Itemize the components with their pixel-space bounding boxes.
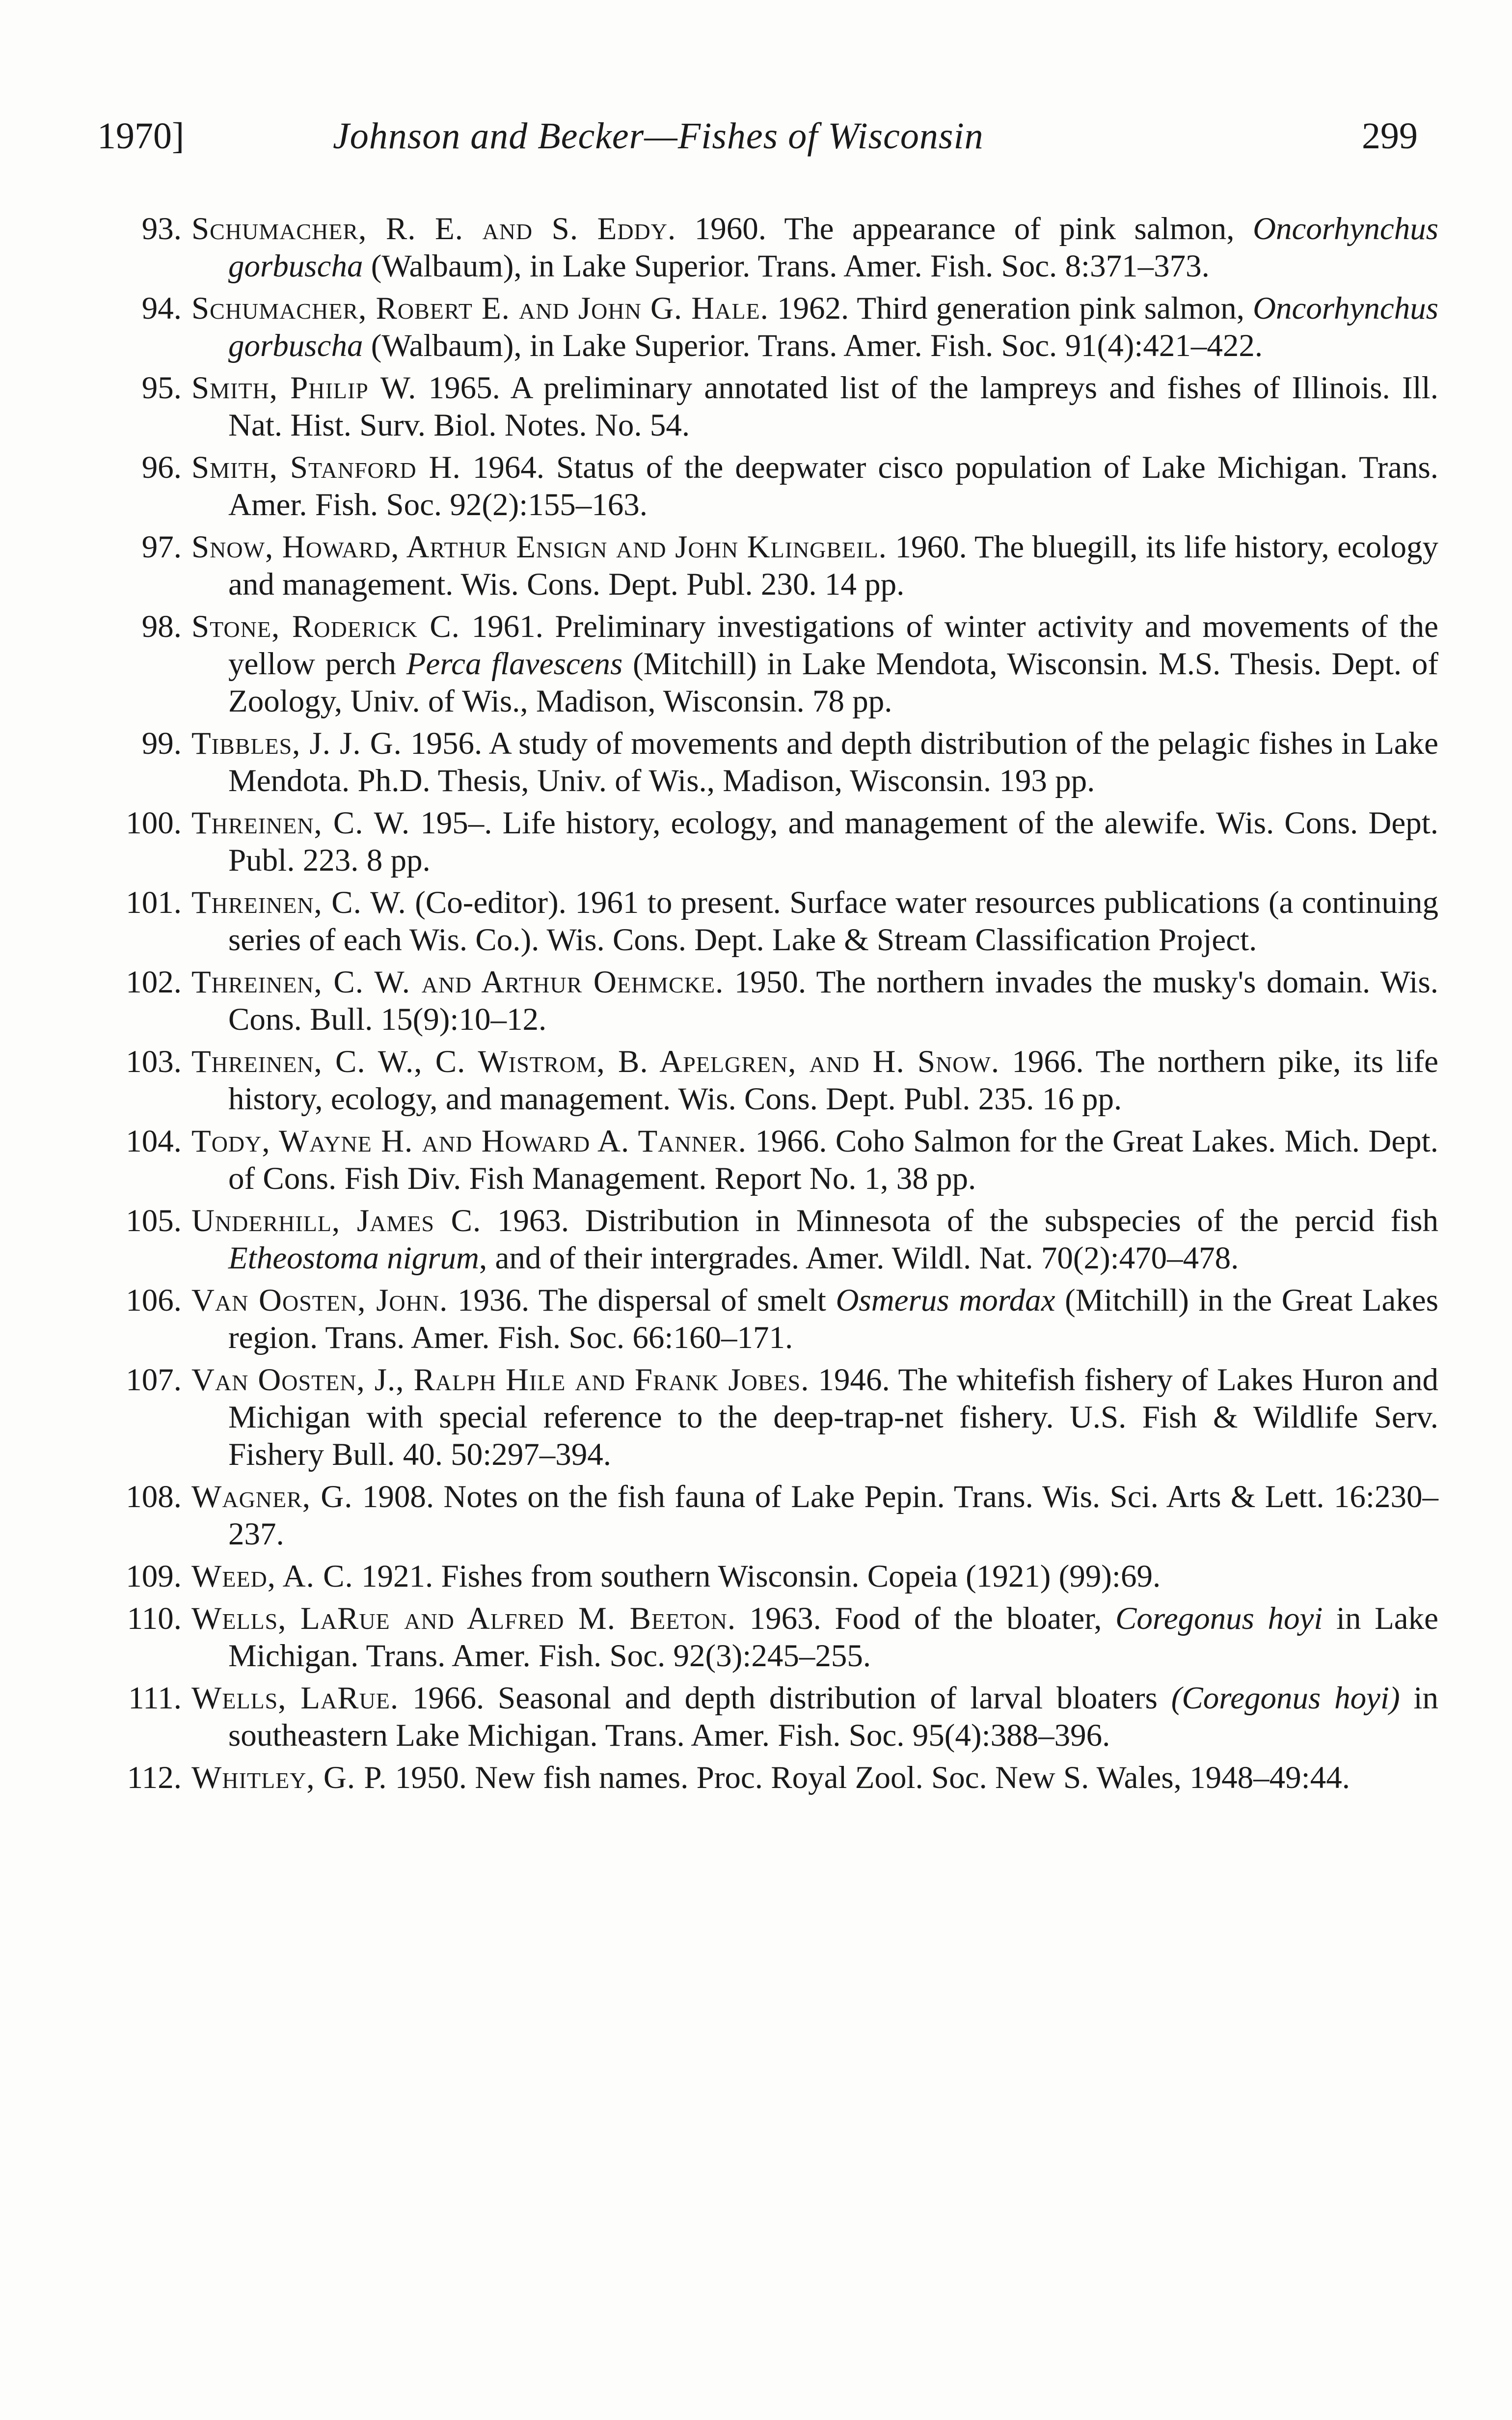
reference-list xyxy=(0,210,1512,1801)
reference-taxon: Osmerus mordax xyxy=(836,1283,1055,1318)
reference-item xyxy=(0,210,1512,285)
reference-text xyxy=(191,369,1438,444)
reference-authors: Wells, LaRue and Alfred M. Beeton. xyxy=(191,1601,736,1636)
reference-text xyxy=(191,1679,1439,1754)
reference-taxon: Etheostoma nigrum xyxy=(228,1240,479,1276)
reference-authors: Underhill, James C. xyxy=(191,1203,482,1238)
reference-item xyxy=(0,804,1512,879)
reference-authors: Tody, Wayne H. and Howard A. Tanner. xyxy=(191,1124,747,1159)
reference-text xyxy=(191,1600,1438,1675)
reference-number: 95. xyxy=(141,370,182,406)
reference-authors: Threinen, C. W. xyxy=(191,885,406,920)
reference-citation-end: (Walbaum), in Lake Superior. Trans. Amer. Fish. Soc. 91(4):421–422. xyxy=(363,328,1263,363)
reference-citation-end: in southeastern Lake Michigan. Trans. Amer. Fish. Soc. 95(4):388–396. xyxy=(228,1680,1439,1753)
reference-authors: Threinen, C. W., C. Wistrom, B. Apelgren, and H. Snow. xyxy=(191,1044,1000,1079)
reference-item xyxy=(0,884,1512,959)
reference-number: 111. xyxy=(128,1680,182,1716)
reference-authors: Van Oosten, John. xyxy=(191,1283,448,1318)
running-head xyxy=(97,109,1423,163)
reference-item xyxy=(0,1679,1512,1754)
reference-citation: 1950. The northern invades the musky's domain. Wis. Cons. Bull. 15(9):10–12. xyxy=(228,964,1438,1037)
reference-item xyxy=(0,1600,1512,1675)
reference-number: 102. xyxy=(126,964,182,1000)
reference-citation: 1965. A preliminary annotated list of the lampreys and fishes of Illinois. Ill. Nat. Hist. Surv. Biol. Notes. No. 54. xyxy=(228,370,1438,443)
reference-taxon: Perca flavescens xyxy=(406,646,623,682)
reference-citation: 1961. Preliminary investigations of winter activity and movements of the yellow perch xyxy=(228,609,1438,682)
reference-authors: Schumacher, R. E. and S. Eddy. xyxy=(191,211,676,247)
reference-citation: 1956. A study of movements and depth distribution of the pelagic fishes in Lake Mendota. Ph.D. Thesis, Univ. of Wis., Madison, Wisconsin. 193 pp. xyxy=(228,726,1438,798)
reference-number: 100. xyxy=(126,805,182,841)
page-number: 299 xyxy=(1362,115,1418,157)
reference-item xyxy=(0,1282,1512,1356)
header-year: 1970] xyxy=(97,115,185,157)
reference-number: 105. xyxy=(126,1203,182,1238)
reference-item xyxy=(0,449,1512,523)
reference-item xyxy=(0,290,1512,364)
reference-item xyxy=(0,1759,1512,1796)
header-title: Johnson and Becker—Fishes of Wisconsin xyxy=(333,115,984,157)
reference-citation: 1950. New fish names. Proc. Royal Zool. Soc. New S. Wales, 1948–49:44. xyxy=(387,1760,1350,1795)
reference-number: 98. xyxy=(141,609,182,644)
reference-number: 112. xyxy=(127,1760,182,1795)
reference-text xyxy=(191,804,1438,879)
reference-text xyxy=(191,1478,1438,1553)
reference-item xyxy=(0,528,1512,603)
reference-number: 93. xyxy=(141,211,182,247)
reference-item xyxy=(0,963,1512,1038)
reference-authors: Snow, Howard, Arthur Ensign and John Klingbeil. xyxy=(191,529,887,565)
reference-text xyxy=(191,449,1438,523)
reference-citation: 1960. The appearance of pink salmon, xyxy=(676,211,1253,247)
reference-text xyxy=(191,884,1438,959)
reference-citation: 1966. The northern pike, its life history, ecology, and management. Wis. Cons. Dept. Publ. 235. 16 pp. xyxy=(228,1044,1438,1117)
reference-authors: Smith, Stanford H. xyxy=(191,450,461,485)
reference-item xyxy=(0,1558,1512,1595)
reference-item xyxy=(0,608,1512,720)
reference-item xyxy=(0,369,1512,444)
reference-authors: Van Oosten, J., Ralph Hile and Frank Jobes. xyxy=(191,1362,810,1398)
reference-text xyxy=(191,1759,1438,1796)
reference-citation: 1960. The bluegill, its life history, ecology and management. Wis. Cons. Dept. Publ. 230. 14 pp. xyxy=(228,529,1438,602)
reference-text xyxy=(191,725,1438,799)
reference-taxon: Coregonus hoyi xyxy=(1115,1601,1323,1636)
reference-item xyxy=(0,1123,1512,1197)
reference-citation-end: (Mitchill) in Lake Mendota, Wisconsin. M.S. Thesis. Dept. of Zoology, Univ. of Wis., Madison, Wisconsin. 78 pp. xyxy=(228,646,1438,719)
reference-taxon: (Coregonus hoyi) xyxy=(1171,1680,1400,1716)
reference-citation-end: (Walbaum), in Lake Superior. Trans. Amer. Fish. Soc. 8:371–373. xyxy=(363,248,1210,284)
reference-citation: 1966. Seasonal and depth distribution of larval bloaters xyxy=(399,1680,1171,1716)
reference-authors: Wells, LaRue. xyxy=(191,1680,399,1716)
reference-number: 99. xyxy=(141,726,182,761)
reference-number: 97. xyxy=(141,529,182,565)
reference-authors: Threinen, C. W. and Arthur Oehmcke. xyxy=(191,964,724,1000)
reference-authors: Whitley, G. P. xyxy=(191,1760,387,1795)
reference-authors: Schumacher, Robert E. and John G. Hale. xyxy=(191,291,769,326)
reference-item xyxy=(0,1478,1512,1553)
reference-text xyxy=(191,608,1438,720)
reference-citation-end: (Mitchill) in the Great Lakes region. Trans. Amer. Fish. Soc. 66:160–171. xyxy=(228,1283,1439,1355)
reference-authors: Weed, A. C. xyxy=(191,1559,353,1594)
reference-authors: Wagner, G. xyxy=(191,1479,353,1514)
reference-citation: 1964. Status of the deepwater cisco population of Lake Michigan. Trans. Amer. Fish. Soc. 92(2):155–163. xyxy=(228,450,1438,522)
reference-text xyxy=(191,1123,1438,1197)
reference-item xyxy=(0,725,1512,799)
reference-citation-end: in Lake Michigan. Trans. Amer. Fish. Soc. 92(3):245–255. xyxy=(228,1601,1438,1674)
reference-text xyxy=(191,1361,1438,1473)
reference-text xyxy=(191,210,1438,285)
reference-authors: Stone, Roderick C. xyxy=(191,609,460,644)
reference-number: 107. xyxy=(126,1362,182,1398)
reference-number: 103. xyxy=(126,1044,182,1079)
reference-text xyxy=(191,1202,1438,1277)
reference-text xyxy=(191,528,1438,603)
reference-citation: 1936. The dispersal of smelt xyxy=(448,1283,836,1318)
reference-taxon: Oncorhynchus gorbuscha xyxy=(228,291,1438,363)
reference-authors: Threinen, C. W. xyxy=(191,805,410,841)
reference-citation: 195–. Life history, ecology, and management of the alewife. Wis. Cons. Dept. Publ. 223. 8 pp. xyxy=(228,805,1438,878)
reference-citation: 1966. Coho Salmon for the Great Lakes. Mich. Dept. of Cons. Fish Div. Fish Management. Report No. 1, 38 pp. xyxy=(228,1124,1438,1196)
reference-citation: 1946. The whitefish fishery of Lakes Huron and Michigan with special reference to the deep-trap-net fishery. U.S. Fish & Wildlife Serv. Fishery Bull. 40. 50:297–394. xyxy=(228,1362,1438,1472)
reference-citation: 1963. Food of the bloater, xyxy=(736,1601,1116,1636)
reference-number: 109. xyxy=(126,1559,182,1594)
reference-number: 108. xyxy=(126,1479,182,1514)
reference-authors: Tibbles, J. J. G. xyxy=(191,726,402,761)
reference-item xyxy=(0,1202,1512,1277)
reference-text xyxy=(191,963,1438,1038)
reference-taxon: Oncorhynchus gorbuscha xyxy=(228,211,1438,284)
reference-number: 94. xyxy=(141,291,182,326)
reference-number: 101. xyxy=(126,885,182,920)
reference-citation: 1962. Third generation pink salmon, xyxy=(768,291,1253,326)
reference-authors: Smith, Philip W. xyxy=(191,370,417,406)
reference-item xyxy=(0,1043,1512,1118)
reference-item xyxy=(0,1361,1512,1473)
reference-citation: 1963. Distribution in Minnesota of the subspecies of the percid fish xyxy=(481,1203,1438,1238)
reference-text xyxy=(191,1282,1439,1356)
reference-citation: 1908. Notes on the fish fauna of Lake Pepin. Trans. Wis. Sci. Arts & Lett. 16:230–237. xyxy=(228,1479,1438,1552)
reference-number: 96. xyxy=(141,450,182,485)
reference-citation: 1921. Fishes from southern Wisconsin. Copeia (1921) (99):69. xyxy=(353,1559,1161,1594)
reference-text xyxy=(191,290,1438,364)
reference-number: 104. xyxy=(126,1124,182,1159)
reference-text xyxy=(191,1043,1438,1118)
reference-citation-end: , and of their intergrades. Amer. Wildl. Nat. 70(2):470–478. xyxy=(479,1240,1239,1276)
reference-number: 106. xyxy=(126,1283,182,1318)
reference-citation: (Co-editor). 1961 to present. Surface water resources publications (a continuing series of each Wis. Co.). Wis. Cons. Dept. Lake & Stream Classification Project. xyxy=(228,885,1438,958)
reference-text xyxy=(191,1558,1438,1595)
reference-number: 110. xyxy=(127,1601,182,1636)
